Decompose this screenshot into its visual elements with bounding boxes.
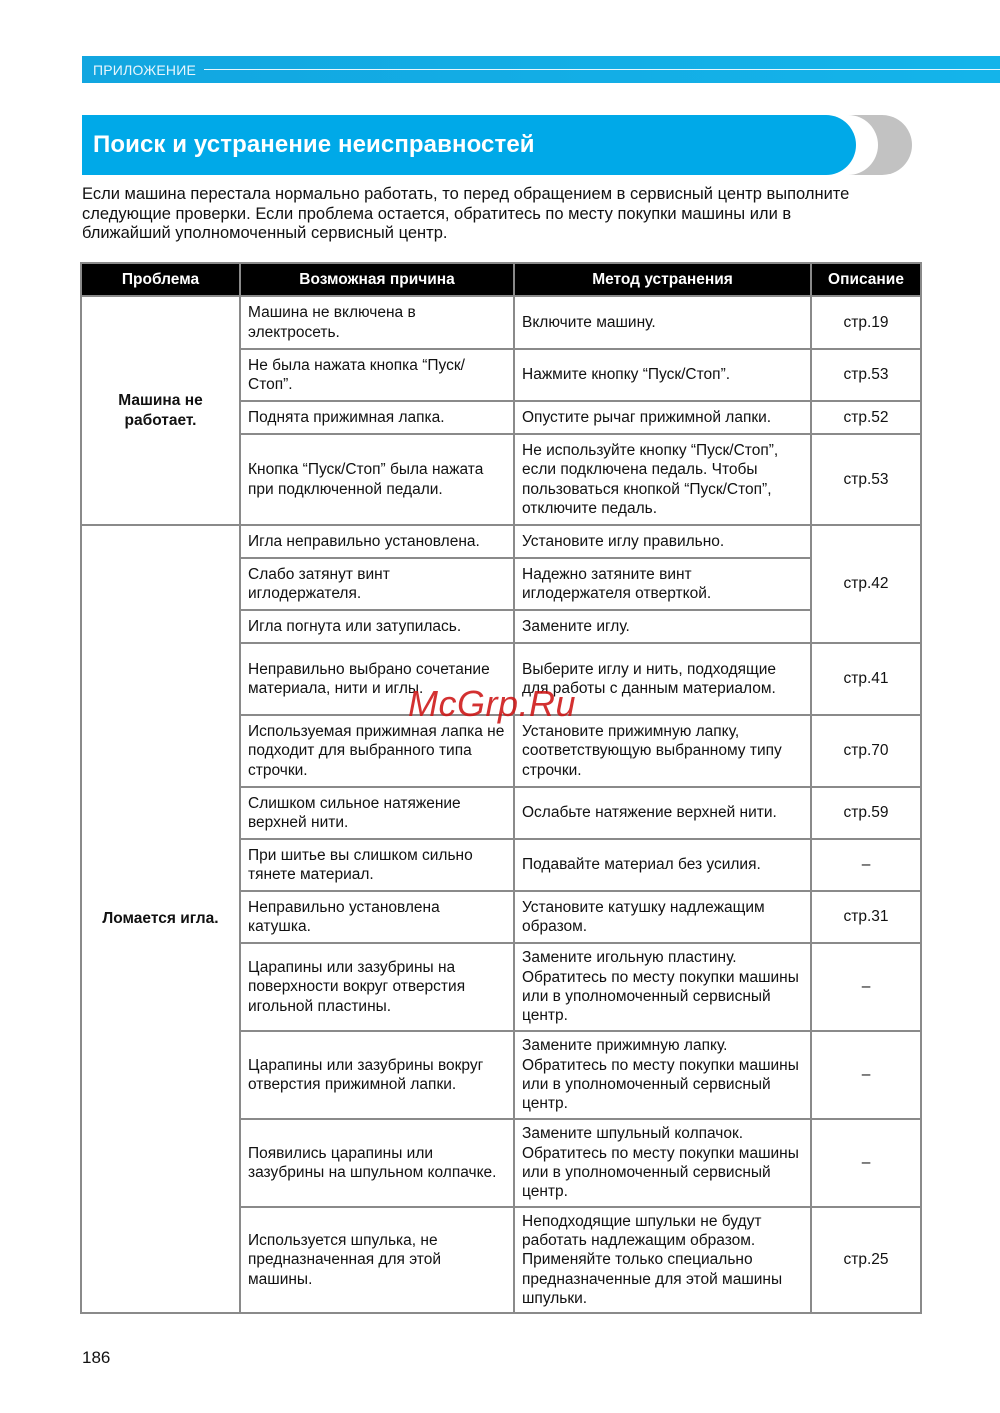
- cause-cell: Игла погнута или затупилась.: [240, 610, 514, 643]
- cause-cell: Появились царапины или зазубрины на шпульном колпачке.: [240, 1119, 514, 1207]
- watermark-text: McGrp.Ru: [408, 683, 577, 724]
- remedy-cell: Не используйте кнопку “Пуск/Стоп”, если подключена педаль. Чтобы пользоваться кнопкой “Пуск/Стоп”, отключите педаль.: [514, 434, 811, 525]
- remedy-cell: Установите катушку надлежащим образом.: [514, 891, 811, 943]
- header-remedy: Метод устранения: [514, 263, 811, 296]
- remedy-cell: Установите иглу правильно.: [514, 525, 811, 558]
- cause-cell: Царапины или зазубрины вокруг отверстия прижимной лапки.: [240, 1031, 514, 1119]
- troubleshooting-table: [80, 262, 922, 1314]
- cause-cell: Используется шпулька, не предназначенная для этой машины.: [240, 1207, 514, 1313]
- cause-cell: Используемая прижимная лапка не подходит для выбранного типа строчки.: [240, 715, 514, 787]
- reference-cell: –: [811, 1031, 921, 1119]
- cause-cell: Не была нажата кнопка “Пуск/Стоп”.: [240, 349, 514, 401]
- reference-cell: стр.41: [811, 643, 921, 715]
- reference-cell: –: [811, 839, 921, 891]
- reference-cell: –: [811, 943, 921, 1031]
- reference-cell: стр.52: [811, 401, 921, 434]
- table-row: [81, 525, 921, 558]
- reference-cell: стр.25: [811, 1207, 921, 1313]
- remedy-cell: Опустите рычаг прижимной лапки.: [514, 401, 811, 434]
- reference-cell: стр.19: [811, 296, 921, 349]
- cause-cell: Поднята прижимная лапка.: [240, 401, 514, 434]
- reference-cell: стр.53: [811, 434, 921, 525]
- remedy-cell: Замените прижимную лапку. Обратитесь по месту покупки машины или в уполномоченный сервисный центр.: [514, 1031, 811, 1119]
- header-reference: Описание: [811, 263, 921, 296]
- cause-cell: Слишком сильное натяжение верхней нити.: [240, 787, 514, 839]
- reference-cell: стр.31: [811, 891, 921, 943]
- cause-cell: Игла неправильно установлена.: [240, 525, 514, 558]
- header-problem: Проблема: [81, 263, 240, 296]
- remedy-cell: Ослабьте натяжение верхней нити.: [514, 787, 811, 839]
- cause-cell: Слабо затянут винт иглодержателя.: [240, 558, 514, 610]
- page-number: 186: [82, 1348, 111, 1367]
- remedy-cell: Подавайте материал без усилия.: [514, 839, 811, 891]
- table-header-row: [81, 263, 921, 296]
- cause-cell: При шитье вы слишком сильно тянете материал.: [240, 839, 514, 891]
- remedy-cell: Замените иглу.: [514, 610, 811, 643]
- remedy-cell: Нажмите кнопку “Пуск/Стоп”.: [514, 349, 811, 401]
- title-banner: [82, 115, 914, 175]
- cause-cell: Машина не включена в электросеть.: [240, 296, 514, 349]
- cause-cell: Кнопка “Пуск/Стоп” была нажата при подключенной педали.: [240, 434, 514, 525]
- remedy-cell: Надежно затяните винт иглодержателя отверткой.: [514, 558, 811, 610]
- section-label: ПРИЛОЖЕНИЕ: [93, 61, 197, 78]
- page-title: Поиск и устранение неисправностей: [93, 131, 535, 158]
- remedy-cell: Установите прижимную лапку, соответствующую выбранному типу строчки.: [514, 715, 811, 787]
- remedy-cell: Замените шпульный колпачок. Обратитесь по месту покупки машины или в уполномоченный сервисный центр.: [514, 1119, 811, 1207]
- reference-cell: стр.70: [811, 715, 921, 787]
- section-header-bar: [82, 56, 1000, 83]
- problem-cell: Машина не работает.: [81, 296, 240, 525]
- table-row: [81, 296, 921, 349]
- cause-cell: Неправильно установлена катушка.: [240, 891, 514, 943]
- reference-cell: –: [811, 1119, 921, 1207]
- remedy-cell: Выберите иглу и нить, подходящие для работы с данным материалом.: [514, 643, 811, 715]
- section-rule: [204, 69, 1000, 70]
- remedy-cell: Неподходящие шпульки не будут работать надлежащим образом. Применяйте только специально предназначенные для этой машины шпульки.: [514, 1207, 811, 1313]
- remedy-cell: Включите машину.: [514, 296, 811, 349]
- title-pill: [82, 115, 856, 175]
- header-cause: Возможная причина: [240, 263, 514, 296]
- problem-cell: Ломается игла.: [81, 525, 240, 1313]
- cause-cell: Неправильно выбрано сочетание материала, нити и иглы.: [240, 643, 514, 715]
- reference-cell: стр.42: [811, 525, 921, 643]
- remedy-cell: Замените игольную пластину. Обратитесь по месту покупки машины или в уполномоченный сервисный центр.: [514, 943, 811, 1031]
- cause-cell: Царапины или зазубрины на поверхности вокруг отверстия игольной пластины.: [240, 943, 514, 1031]
- intro-paragraph: Если машина перестала нормально работать, то перед обращением в сервисный центр выполните следующие проверки. Если проблема остается, обратитесь по месту покупки машины или в ближайший уполномоченный сервисный центр.: [82, 185, 850, 242]
- reference-cell: стр.53: [811, 349, 921, 401]
- reference-cell: стр.59: [811, 787, 921, 839]
